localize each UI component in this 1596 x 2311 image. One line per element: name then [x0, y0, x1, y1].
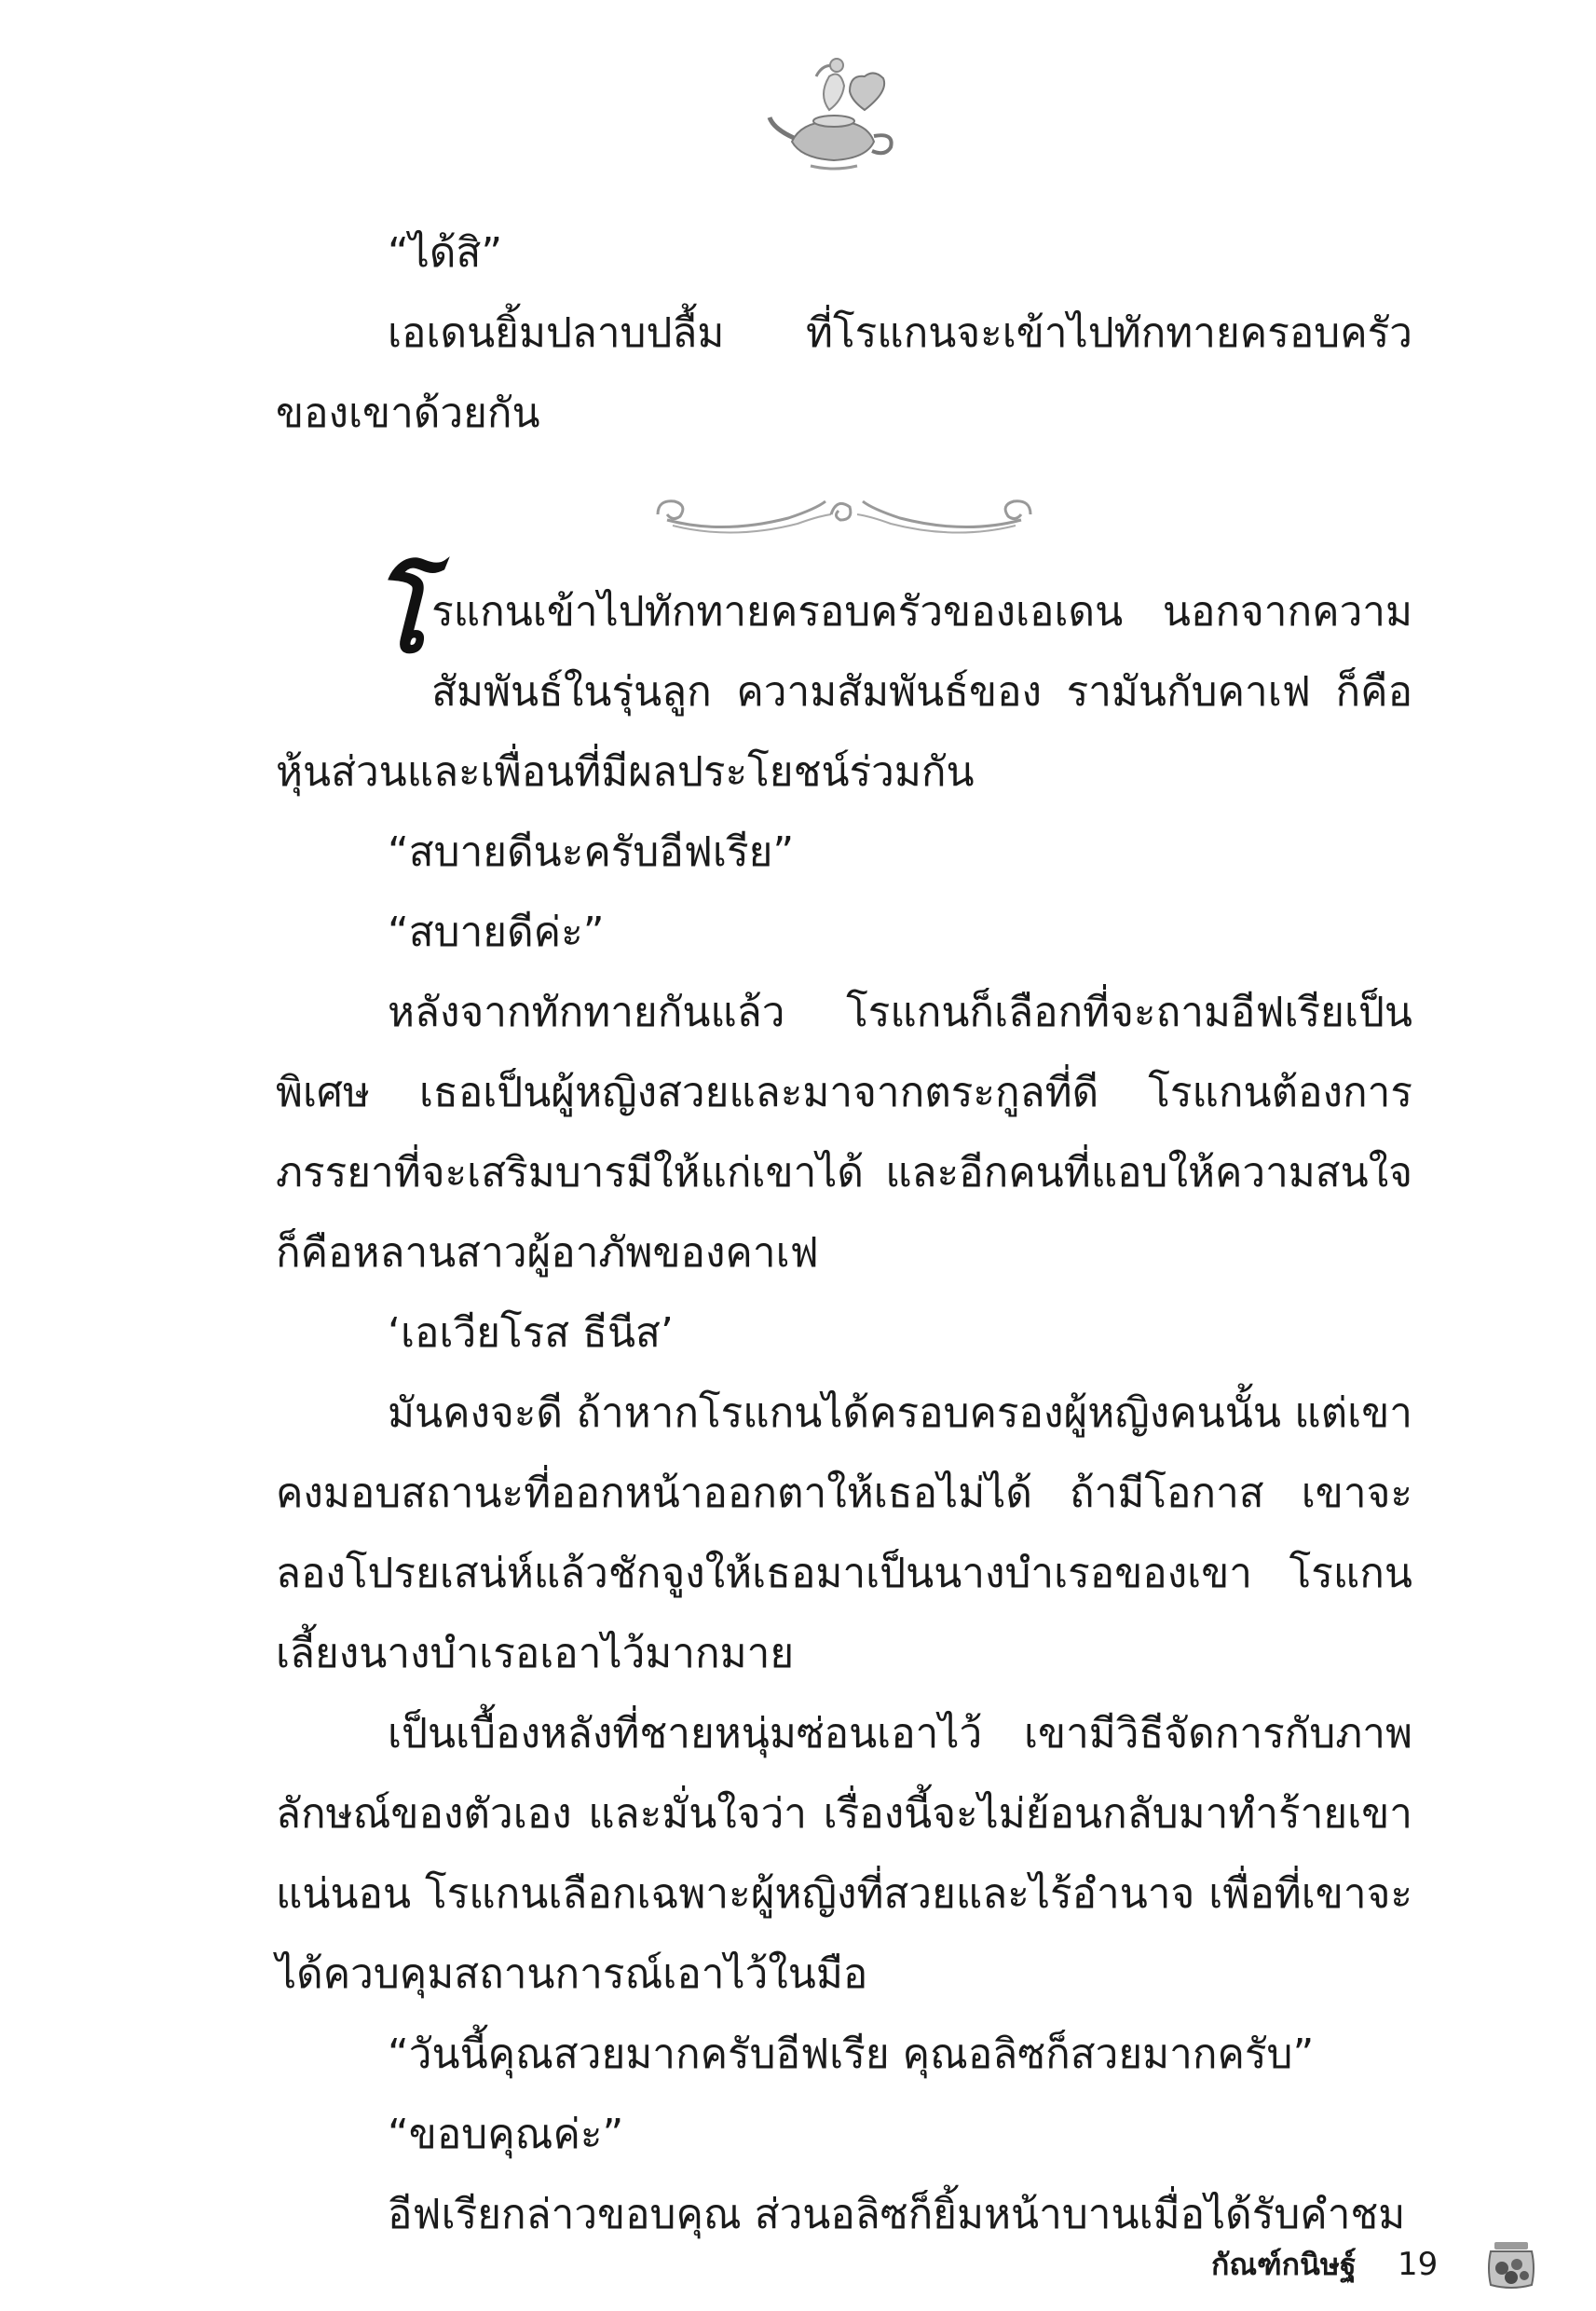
- dropcap-letter: โ: [371, 555, 427, 676]
- dropcap-paragraph: [276, 555, 1412, 813]
- paragraph: “สบายดีค่ะ”: [388, 909, 605, 956]
- cookie-jar-icon: [1481, 2240, 1541, 2290]
- paragraph: อีฟเรียกล่าวขอบคุณ ส่วนอลิซก็ยิ้มหน้าบานเมื่อได้รับคำชม: [388, 2191, 1406, 2238]
- scroll-flourish-divider-icon: [639, 473, 1049, 548]
- teapot-heart-ornament-icon: [764, 48, 904, 179]
- paragraph: “วันนี้คุณสวยมากครับอีฟเรีย คุณอลิซก็สวยมากครับ”: [388, 2031, 1315, 2078]
- paragraph: “ได้สิ”: [388, 229, 503, 277]
- paragraph: เป็นเบื้องหลังที่ชายหนุ่มซ่อนเอาไว้ เขามีวิธีจัดการกับภาพลักษณ์ของตัวเอง และมั่นใจว่า เรื่องนี้จะไม่ย้อนกลับมาทำร้ายเขาแน่นอน โรแกนเลือกเฉพาะผู้หญิงที่สวยและไร้อำนาจ เพื่อที่เขาจะได้ควบคุมสถานการณ์เอาไว้ในมือ: [276, 1710, 1412, 1998]
- opening-section: [276, 213, 1412, 454]
- paragraph: มันคงจะดี ถ้าหากโรแกนได้ครอบครองผู้หญิงคนนั้น แต่เขาคงมอบสถานะที่ออกหน้าออกตาให้เธอไม่ได้ ถ้ามีโอกาส เขาจะลองโปรยเสน่ห์แล้วชักจูงให้เธอมาเป็นนางบำเรอของเขา โรแกนเลี้ยงนางบำเรอเอาไว้มากมาย: [276, 1389, 1412, 1677]
- page-number: 19: [1398, 2246, 1439, 2283]
- paragraph: “ขอบคุณค่ะ”: [388, 2111, 624, 2158]
- dropcap-paragraph-text: รแกนเข้าไปทักทายครอบครัวของเอเดน นอกจากความสัมพันธ์ในรุ่นลูก ความสัมพันธ์ของ รามันกับคาเฟ ก็คือหุ้นส่วนและเพื่อนที่มีผลประโยชน์ร่วมกัน: [276, 588, 1412, 796]
- book-title: กัณฑ์กนิษฐ์: [1211, 2247, 1357, 2282]
- paragraph: เอเดนยิ้มปลาบปลื้ม ที่โรแกนจะเข้าไปทักทายครอบครัวของเขาด้วยกัน: [276, 309, 1412, 437]
- paragraph: หลังจากทักทายกันแล้ว โรแกนก็เลือกที่จะถามอีฟเรียเป็นพิเศษ เธอเป็นผู้หญิงสวยและมาจากตระกูลที่ดี โรแกนต้องการภรรยาที่จะเสริมบารมีให้แก่เขาได้ และอีกคนที่แอบให้ความสนใจ ก็คือหลานสาวผู้อาภัพของคาเฟ: [276, 989, 1412, 1277]
- paragraph: “สบายดีนะครับอีฟเรีย”: [388, 828, 795, 876]
- main-section: [276, 555, 1412, 2255]
- paragraph: ‘เอเวียโรส ธีนีส’: [388, 1309, 674, 1357]
- page-footer: [1211, 2236, 1584, 2292]
